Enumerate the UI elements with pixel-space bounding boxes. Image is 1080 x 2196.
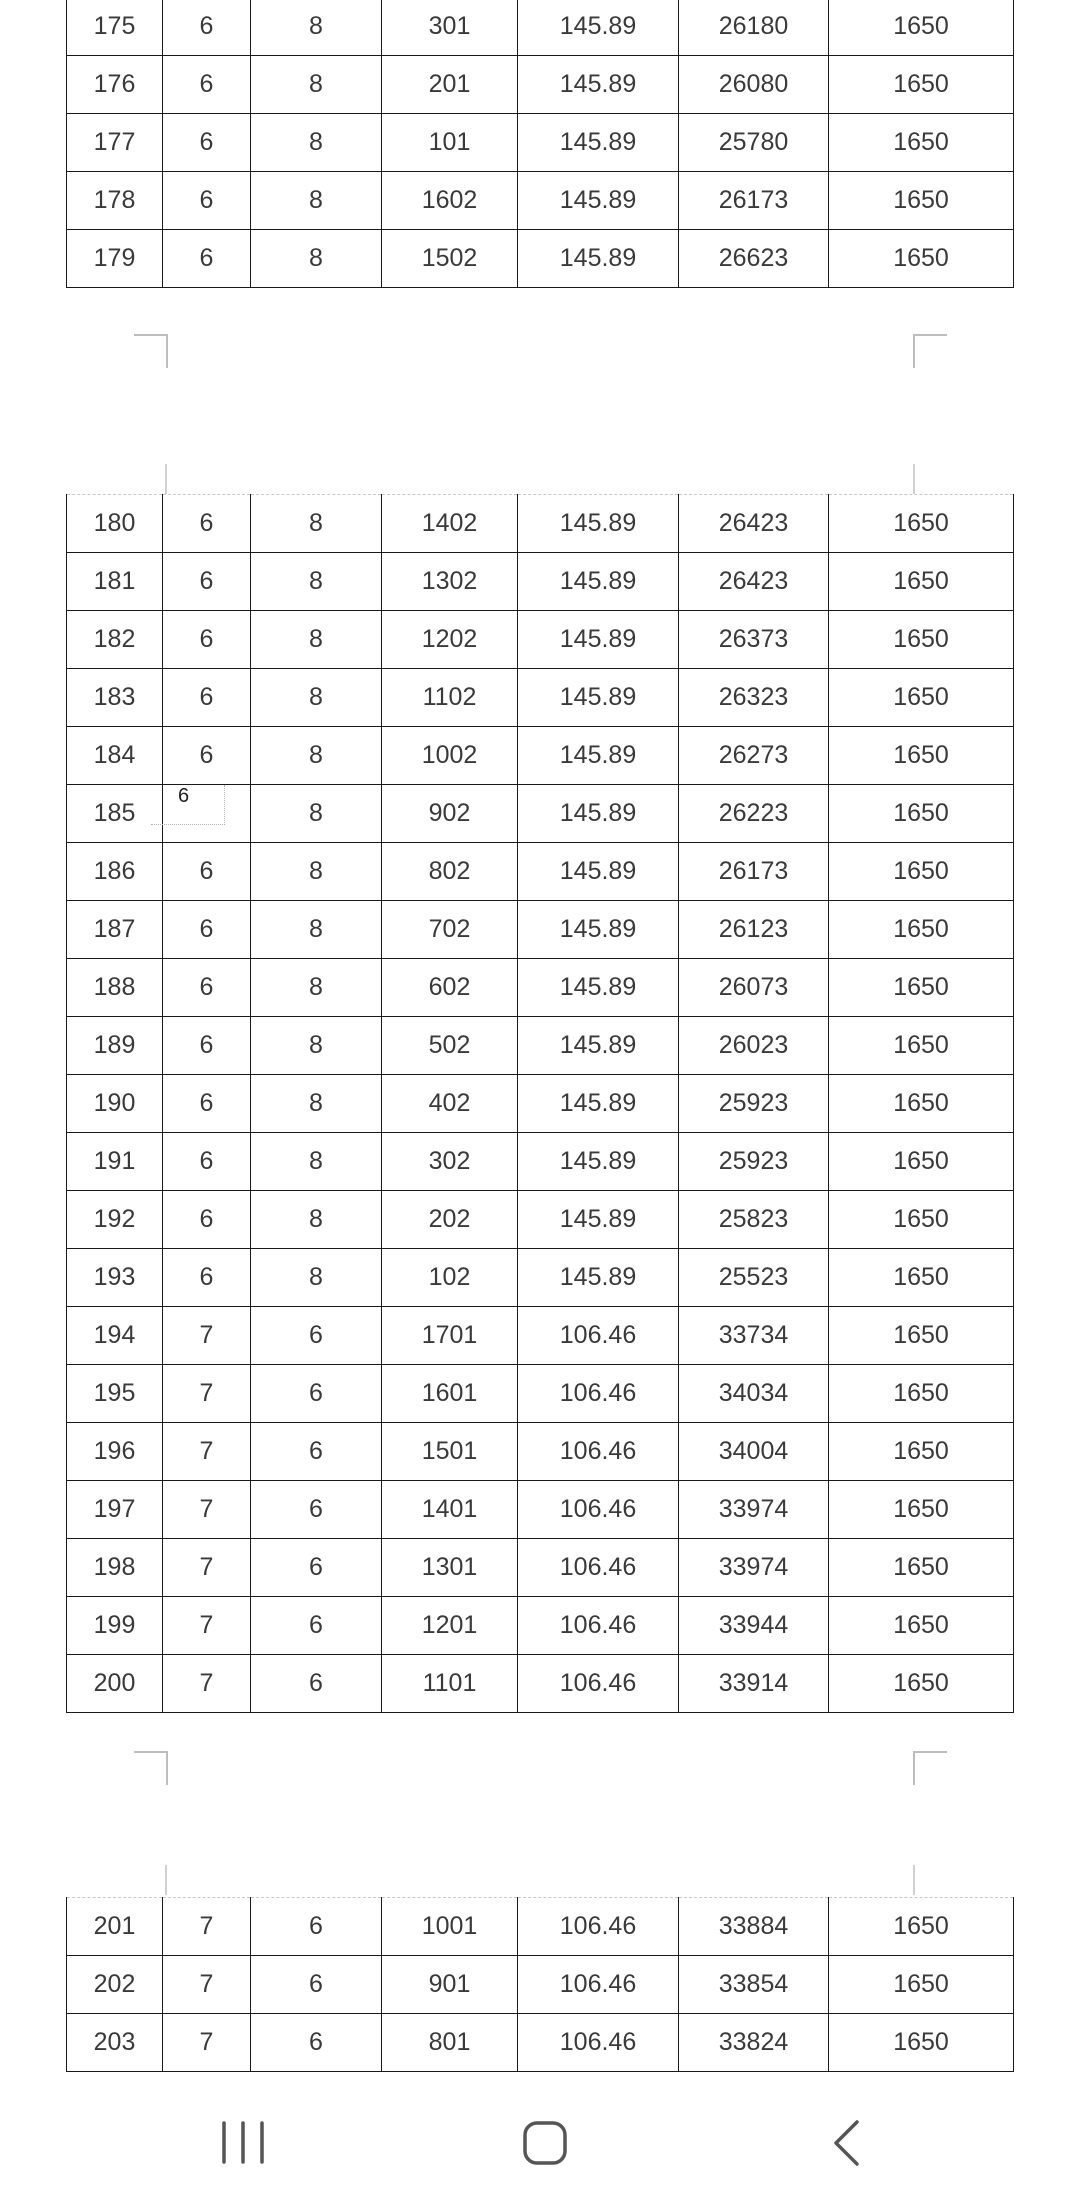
table-cell-col-unit: 8: [251, 1191, 382, 1249]
table-cell-col-index: 177: [67, 114, 163, 172]
system-navigation-bar: [0, 2090, 1080, 2196]
table-cell-col-area: 145.89: [518, 230, 679, 288]
table-cell-col-room: 1502: [382, 230, 518, 288]
table-cell-col-area: 145.89: [518, 0, 679, 56]
table-cell-col-room: 1601: [382, 1365, 518, 1423]
table-block-3: [66, 1897, 1014, 2072]
table-cell-col-room: 1102: [382, 669, 518, 727]
table-cell-col-area: 106.46: [518, 1539, 679, 1597]
table-cell-col-fee: 1650: [829, 114, 1014, 172]
table-cell-col-area: 145.89: [518, 172, 679, 230]
table-row: [67, 1597, 1014, 1655]
table-cell-col-price: 25780: [679, 114, 829, 172]
back-icon: [812, 2108, 882, 2178]
table-cell-col-unit: 8: [251, 843, 382, 901]
page-corner-mark: [913, 1751, 947, 1785]
table-cell-col-building: [163, 785, 251, 843]
table-cell-col-building: 7: [163, 1423, 251, 1481]
table-cell-col-price: 25923: [679, 1075, 829, 1133]
table-row: [67, 959, 1014, 1017]
table-cell-col-price: 26323: [679, 669, 829, 727]
table-cell-col-area: 106.46: [518, 1307, 679, 1365]
table-cell-col-index: 191: [67, 1133, 163, 1191]
table-cell-col-area: 106.46: [518, 1423, 679, 1481]
page-margin-mark: [913, 1865, 915, 1895]
table-cell-col-building: 6: [163, 495, 251, 553]
table-cell-col-room: 502: [382, 1017, 518, 1075]
table-row: [67, 1481, 1014, 1539]
table-cell-col-building: 6: [163, 901, 251, 959]
table-cell-col-price: 26180: [679, 0, 829, 56]
table-cell-col-index: 182: [67, 611, 163, 669]
table-cell-col-building: 7: [163, 2014, 251, 2072]
table-cell-col-building: 6: [163, 1133, 251, 1191]
table-cell-col-room: 1501: [382, 1423, 518, 1481]
table-cell-col-index: 186: [67, 843, 163, 901]
table-cell-col-price: 33824: [679, 2014, 829, 2072]
table-cell-col-price: 25923: [679, 1133, 829, 1191]
table-cell-col-unit: 8: [251, 611, 382, 669]
table-cell-col-index: 198: [67, 1539, 163, 1597]
table-cell-col-room: 1101: [382, 1655, 518, 1713]
table-cell-col-fee: 1650: [829, 843, 1014, 901]
page-margin-mark: [165, 464, 167, 494]
table-row: [67, 1655, 1014, 1713]
table-row: [67, 843, 1014, 901]
recent-apps-button[interactable]: [208, 2108, 278, 2178]
table-cell-col-index: 197: [67, 1481, 163, 1539]
table-row: [67, 1307, 1014, 1365]
table-cell-col-unit: 8: [251, 785, 382, 843]
table-cell-col-price: 33914: [679, 1655, 829, 1713]
table-cell-col-building: 7: [163, 1655, 251, 1713]
table-cell-col-unit: 6: [251, 1481, 382, 1539]
table-cell-col-fee: 1650: [829, 1655, 1014, 1713]
table-row: [67, 1539, 1014, 1597]
table-cell-col-index: 175: [67, 0, 163, 56]
table-cell-col-fee: 1650: [829, 1365, 1014, 1423]
page-corner-mark: [134, 1751, 168, 1785]
table-cell-col-index: 201: [67, 1898, 163, 1956]
table-cell-col-unit: 8: [251, 1249, 382, 1307]
table-cell-col-building: 6: [163, 114, 251, 172]
table-cell-col-fee: 1650: [829, 611, 1014, 669]
table-cell-col-index: 176: [67, 56, 163, 114]
table-cell-col-unit: 8: [251, 901, 382, 959]
table-cell-col-fee: 1650: [829, 785, 1014, 843]
table-cell-col-unit: 8: [251, 553, 382, 611]
table-cell-col-building: 7: [163, 1307, 251, 1365]
table-cell-col-price: 26123: [679, 901, 829, 959]
table-cell-col-building: 6: [163, 0, 251, 56]
table-cell-col-room: 1602: [382, 172, 518, 230]
table-cell-col-room: 702: [382, 901, 518, 959]
home-icon: [510, 2108, 580, 2178]
table-cell-col-room: 102: [382, 1249, 518, 1307]
table-cell-col-building: 6: [163, 727, 251, 785]
table-cell-col-unit: 8: [251, 0, 382, 56]
table-cell-col-price: 33974: [679, 1481, 829, 1539]
table-cell-col-room: 301: [382, 0, 518, 56]
table-cell-col-price: 33734: [679, 1307, 829, 1365]
table-row: [67, 2014, 1014, 2072]
table-cell-col-building: 7: [163, 1365, 251, 1423]
table-cell-col-fee: 1650: [829, 1898, 1014, 1956]
table-cell-col-fee: 1650: [829, 230, 1014, 288]
table-cell-col-index: 196: [67, 1423, 163, 1481]
table-cell-col-unit: 6: [251, 1423, 382, 1481]
table-cell-col-price: 33944: [679, 1597, 829, 1655]
table-row: [67, 611, 1014, 669]
table-cell-col-unit: 8: [251, 1075, 382, 1133]
table-row: [67, 1133, 1014, 1191]
table-cell-col-room: 202: [382, 1191, 518, 1249]
table-cell-col-fee: 1650: [829, 1191, 1014, 1249]
table-cell-col-area: 145.89: [518, 1249, 679, 1307]
table-cell-col-index: 180: [67, 495, 163, 553]
table-cell-col-area: 106.46: [518, 1481, 679, 1539]
table-cell-col-area: 145.89: [518, 959, 679, 1017]
table-cell-col-fee: 1650: [829, 669, 1014, 727]
table-cell-col-index: 199: [67, 1597, 163, 1655]
table-cell-col-unit: 6: [251, 1307, 382, 1365]
table-cell-col-building: 7: [163, 1898, 251, 1956]
table-row: [67, 1249, 1014, 1307]
table-cell-col-building: 6: [163, 1249, 251, 1307]
table-cell-col-unit: 6: [251, 1956, 382, 2014]
table-cell-col-unit: 8: [251, 172, 382, 230]
table-cell-col-area: 145.89: [518, 785, 679, 843]
table-row: [67, 785, 1014, 843]
table-cell-col-room: 902: [382, 785, 518, 843]
page-corner-mark: [913, 334, 947, 368]
table-cell-col-fee: 1650: [829, 1249, 1014, 1307]
table-cell-col-fee: 1650: [829, 553, 1014, 611]
table-cell-col-price: 26173: [679, 172, 829, 230]
table-cell-col-price: 26273: [679, 727, 829, 785]
table-cell-col-room: 1401: [382, 1481, 518, 1539]
table-cell-col-room: 1001: [382, 1898, 518, 1956]
table-row: [67, 114, 1014, 172]
table-cell-col-unit: 6: [251, 1597, 382, 1655]
table-cell-col-building: 6: [163, 843, 251, 901]
table-cell-col-area: 106.46: [518, 2014, 679, 2072]
table-cell-col-room: 801: [382, 2014, 518, 2072]
table-row: [67, 56, 1014, 114]
table-cell-col-index: 195: [67, 1365, 163, 1423]
table-cell-col-building: 7: [163, 1956, 251, 2014]
table-cell-col-building: 6: [163, 172, 251, 230]
table-cell-col-index: 192: [67, 1191, 163, 1249]
table-row: [67, 495, 1014, 553]
table-cell-col-fee: 1650: [829, 0, 1014, 56]
home-button[interactable]: [510, 2108, 580, 2178]
table-row: [67, 1365, 1014, 1423]
table-cell-col-fee: 1650: [829, 172, 1014, 230]
table-cell-col-fee: 1650: [829, 1597, 1014, 1655]
table-cell-col-price: 26373: [679, 611, 829, 669]
table-cell-col-area: 145.89: [518, 1191, 679, 1249]
page-corner-mark: [134, 334, 168, 368]
table-cell-col-index: 194: [67, 1307, 163, 1365]
table-cell-col-index: 185: [67, 785, 163, 843]
table-cell-col-price: 26080: [679, 56, 829, 114]
table-cell-col-fee: 1650: [829, 1307, 1014, 1365]
table-row: [67, 1017, 1014, 1075]
table-cell-col-index: 188: [67, 959, 163, 1017]
table-cell-col-price: 26073: [679, 959, 829, 1017]
table-cell-col-area: 106.46: [518, 1655, 679, 1713]
table-cell-col-room: 1201: [382, 1597, 518, 1655]
table-cell-col-unit: 6: [251, 2014, 382, 2072]
table-cell-col-index: 200: [67, 1655, 163, 1713]
table-cell-col-area: 145.89: [518, 1133, 679, 1191]
table-row: [67, 1191, 1014, 1249]
table-cell-col-room: 1701: [382, 1307, 518, 1365]
table-cell-col-room: 1301: [382, 1539, 518, 1597]
table-cell-col-area: 145.89: [518, 553, 679, 611]
table-cell-col-index: 179: [67, 230, 163, 288]
table-cell-col-price: 26423: [679, 495, 829, 553]
table-block-1: [66, 0, 1014, 288]
table-cell-col-index: 183: [67, 669, 163, 727]
table-cell-col-index: 193: [67, 1249, 163, 1307]
table-cell-col-area: 145.89: [518, 901, 679, 959]
table-cell-col-price: 33854: [679, 1956, 829, 2014]
table-cell-col-area: 145.89: [518, 495, 679, 553]
table-cell-col-fee: 1650: [829, 1133, 1014, 1191]
table-cell-col-building: 7: [163, 1481, 251, 1539]
table-cell-col-unit: 8: [251, 727, 382, 785]
table-cell-col-building: 6: [163, 959, 251, 1017]
table-cell-col-fee: 1650: [829, 727, 1014, 785]
table-cell-col-fee: 1650: [829, 901, 1014, 959]
table-cell-col-price: 33884: [679, 1898, 829, 1956]
table-cell-col-room: 1002: [382, 727, 518, 785]
table-cell-col-index: 187: [67, 901, 163, 959]
table-cell-col-index: 181: [67, 553, 163, 611]
table-cell-col-index: 178: [67, 172, 163, 230]
table-row: [67, 1956, 1014, 2014]
table-cell-col-room: 101: [382, 114, 518, 172]
page-margin-mark: [165, 1865, 167, 1895]
table-cell-col-area: 145.89: [518, 669, 679, 727]
table-cell-col-fee: 1650: [829, 2014, 1014, 2072]
table-cell-col-unit: 8: [251, 56, 382, 114]
table-cell-col-unit: 8: [251, 230, 382, 288]
table-cell-col-price: 25523: [679, 1249, 829, 1307]
table-cell-col-room: 1302: [382, 553, 518, 611]
table-block-2: [66, 494, 1014, 1713]
table-cell-col-unit: 6: [251, 1539, 382, 1597]
table-cell-col-fee: 1650: [829, 1481, 1014, 1539]
table-cell-col-area: 145.89: [518, 1075, 679, 1133]
table-cell-col-price: 26173: [679, 843, 829, 901]
table-row: [67, 1898, 1014, 1956]
table-cell-col-building: 7: [163, 1539, 251, 1597]
table-cell-col-index: 202: [67, 1956, 163, 2014]
table-cell-col-unit: 6: [251, 1365, 382, 1423]
table-row: [67, 1075, 1014, 1133]
table-row: [67, 553, 1014, 611]
table-row: [67, 669, 1014, 727]
table-cell-col-area: 145.89: [518, 1017, 679, 1075]
table-row: [67, 727, 1014, 785]
table-cell-col-room: 1202: [382, 611, 518, 669]
table-cell-col-building: 6: [163, 669, 251, 727]
table-cell-col-room: 201: [382, 56, 518, 114]
table-row: [67, 1423, 1014, 1481]
page-margin-mark: [913, 464, 915, 494]
table-cell-col-unit: 8: [251, 495, 382, 553]
table-cell-col-unit: 6: [251, 1655, 382, 1713]
table-cell-col-unit: 8: [251, 1017, 382, 1075]
table-cell-col-price: 25823: [679, 1191, 829, 1249]
table-cell-col-unit: 8: [251, 1133, 382, 1191]
table-cell-col-building: 6: [163, 1191, 251, 1249]
table-cell-col-price: 26223: [679, 785, 829, 843]
table-cell-col-unit: 6: [251, 1898, 382, 1956]
table-row: [67, 901, 1014, 959]
table-cell-col-price: 26623: [679, 230, 829, 288]
table-cell-col-room: 901: [382, 1956, 518, 2014]
table-cell-col-fee: 1650: [829, 959, 1014, 1017]
table-cell-col-fee: 1650: [829, 1539, 1014, 1597]
table-cell-col-fee: 1650: [829, 1075, 1014, 1133]
table-cell-col-area: 106.46: [518, 1597, 679, 1655]
table-row: [67, 0, 1014, 56]
table-cell-col-price: 34004: [679, 1423, 829, 1481]
table-cell-col-index: 190: [67, 1075, 163, 1133]
table-cell-col-price: 33974: [679, 1539, 829, 1597]
table-cell-col-area: 145.89: [518, 727, 679, 785]
table-cell-col-room: 1402: [382, 495, 518, 553]
table-cell-col-room: 602: [382, 959, 518, 1017]
table-cell-col-building: 6: [163, 1017, 251, 1075]
table-cell-col-area: 106.46: [518, 1898, 679, 1956]
table-cell-col-area: 145.89: [518, 56, 679, 114]
table-cell-col-fee: 1650: [829, 495, 1014, 553]
table-cell-col-index: 189: [67, 1017, 163, 1075]
table-cell-col-fee: 1650: [829, 1017, 1014, 1075]
table-cell-col-room: 802: [382, 843, 518, 901]
table-cell-col-index: 203: [67, 2014, 163, 2072]
table-cell-col-fee: 1650: [829, 1956, 1014, 2014]
table-row: [67, 172, 1014, 230]
table-cell-col-area: 106.46: [518, 1956, 679, 2014]
table-cell-col-price: 26423: [679, 553, 829, 611]
table-cell-col-building: 6: [163, 230, 251, 288]
table-cell-col-price: 26023: [679, 1017, 829, 1075]
recent-apps-icon: [208, 2108, 278, 2178]
table-row: [67, 230, 1014, 288]
table-cell-col-area: 145.89: [518, 611, 679, 669]
table-cell-col-building: 6: [163, 553, 251, 611]
table-cell-col-index: 184: [67, 727, 163, 785]
table-cell-col-unit: 8: [251, 669, 382, 727]
table-cell-col-building: 6: [163, 56, 251, 114]
table-cell-col-building: 6: [163, 1075, 251, 1133]
edited-cell-value[interactable]: 6: [151, 785, 225, 825]
table-cell-col-building: 6: [163, 611, 251, 669]
table-cell-col-price: 34034: [679, 1365, 829, 1423]
table-cell-col-fee: 1650: [829, 1423, 1014, 1481]
table-cell-col-building: 7: [163, 1597, 251, 1655]
table-cell-col-unit: 8: [251, 959, 382, 1017]
table-cell-col-fee: 1650: [829, 56, 1014, 114]
table-cell-col-room: 402: [382, 1075, 518, 1133]
table-cell-col-area: 106.46: [518, 1365, 679, 1423]
back-button[interactable]: [812, 2108, 882, 2178]
table-cell-col-area: 145.89: [518, 114, 679, 172]
table-cell-col-unit: 8: [251, 114, 382, 172]
table-cell-col-area: 145.89: [518, 843, 679, 901]
table-cell-col-room: 302: [382, 1133, 518, 1191]
